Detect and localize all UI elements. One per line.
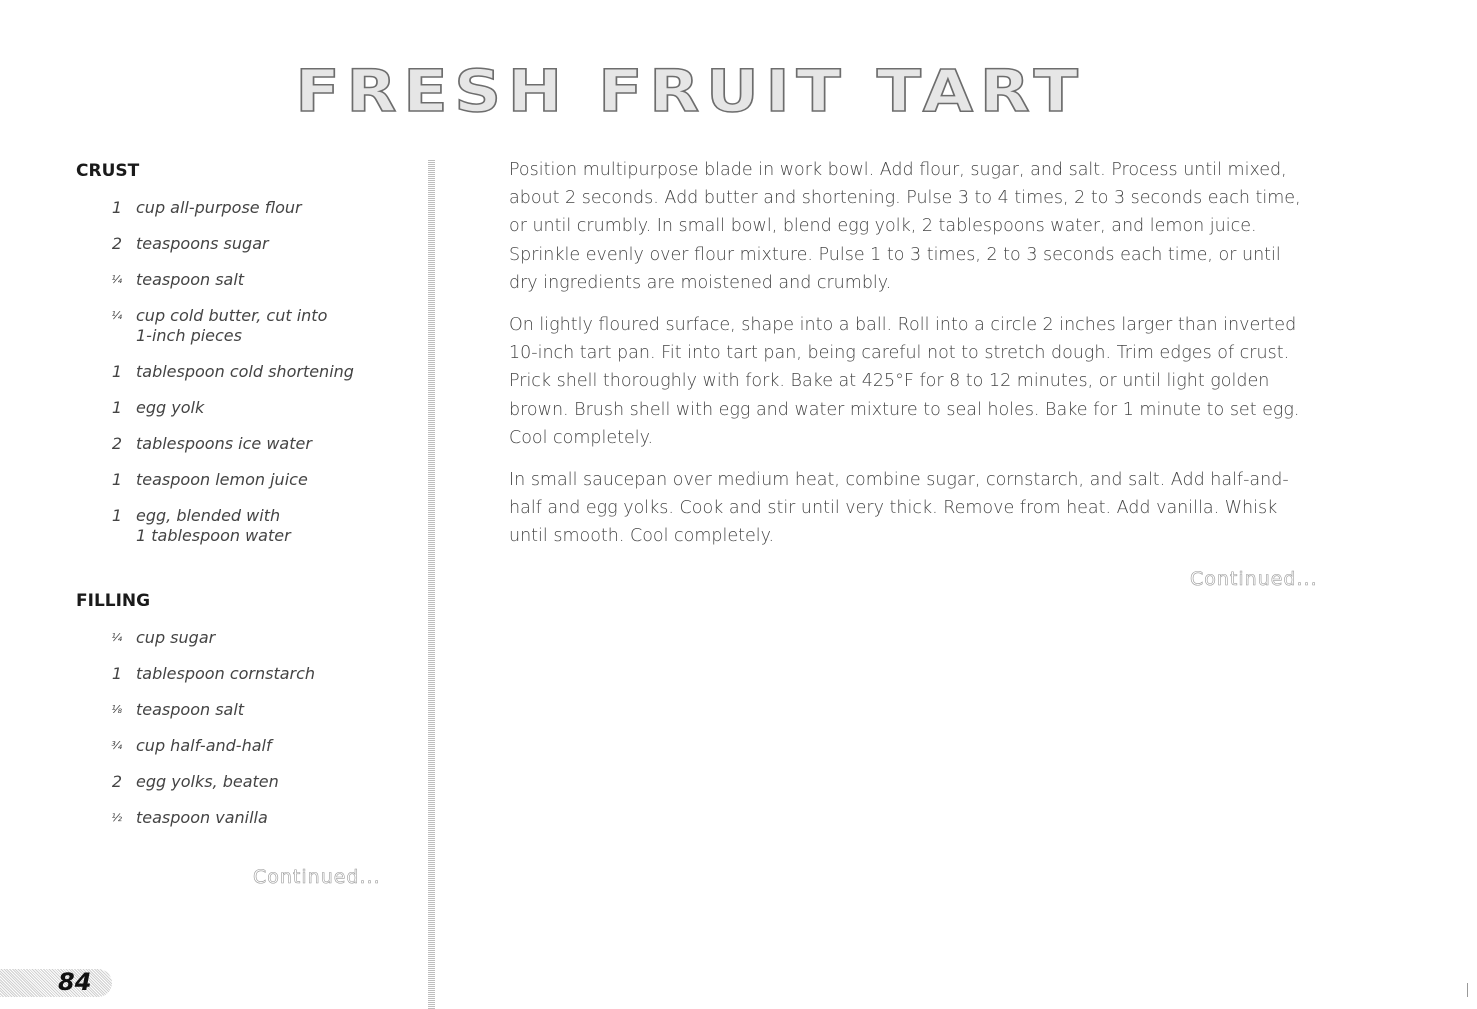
page-title: FRESH FRUIT TART [295, 57, 1085, 125]
ingredient-text: cup all-purpose flour [136, 198, 302, 217]
ingredient-quantity: ¼ [111, 273, 122, 286]
ingredient-quantity: ⅛ [111, 703, 122, 716]
ingredient-text: teaspoons sugar [136, 234, 269, 253]
ingredient-text: tablespoon cold shortening [136, 362, 354, 381]
ingredient-item [76, 398, 396, 418]
ingredient-quantity: ¼ [111, 631, 122, 644]
instruction-paragraph: On lightly floured surface, shape into a ball. Roll into a circle 2 inches larger than inverted 10-inch tart pan. Fit into tart pan, being careful not to stretch dough. Trim edges of crust. Prick shell thoroughly with fork. Bake at 425°F for 8 to 12 minutes, or until light golden brown. Brush shell with egg and water mixture to seal holes. Bake for 1 minute to set egg. Cool completely. [509, 315, 1300, 448]
ingredient-quantity: ½ [111, 811, 122, 824]
ingredient-quantity: 1 [111, 664, 122, 683]
crust-heading: CRUST [76, 161, 140, 181]
ingredient-text: cup cold butter, cut into 1-inch pieces [136, 306, 328, 345]
ingredient-quantity: ¾ [111, 739, 122, 752]
ingredient-text: teaspoon salt [136, 270, 245, 289]
page-number-bar [0, 969, 112, 997]
ingredient-text: teaspoon vanilla [136, 808, 268, 827]
ingredient-quantity: 1 [111, 362, 122, 381]
page-number: 84 [58, 968, 92, 996]
ingredient-item [76, 234, 396, 254]
ingredient-text: cup half-and-half [136, 736, 272, 755]
ingredient-text: teaspoon salt [136, 700, 245, 719]
ingredient-text: egg, blended with 1 tablespoon water [136, 506, 291, 545]
ingredient-item [76, 362, 396, 382]
ingredient-text: teaspoon lemon juice [136, 470, 308, 489]
ingredient-item [76, 434, 396, 454]
ingredient-quantity: 2 [111, 234, 122, 253]
ingredient-item [76, 700, 396, 720]
ingredient-item [76, 198, 396, 218]
continued-label: Continued... [253, 866, 381, 888]
ingredient-quantity: ¼ [111, 309, 122, 322]
ingredient-item [76, 270, 396, 290]
ingredient-item [76, 470, 396, 490]
ingredient-item [76, 772, 396, 792]
ingredient-item [76, 736, 396, 756]
filling-heading: FILLING [76, 591, 151, 611]
ingredient-text: tablespoons ice water [136, 434, 312, 453]
filling-ingredient-list [76, 628, 396, 828]
instruction-paragraph: Position multipurpose blade in work bowl. Add flour, sugar, and salt. Process until mixed, about 2 seconds. Add butter and shortening. Pulse 3 to 4 times, 2 to 3 seconds each time, or until crumbly. In small bowl, blend egg yolk, 2 tablespoons water, and lemon juice. Sprinkle evenly over flour mixture. Pulse 1 to 3 times, 2 to 3 seconds each time, or until dry ingredients are moistened and crumbly. [509, 160, 1301, 293]
edge-mark [1467, 983, 1468, 997]
crust-ingredient-list [76, 198, 396, 546]
ingredient-quantity: 1 [111, 398, 122, 417]
ingredient-item [76, 664, 396, 684]
ingredient-quantity: 1 [111, 470, 122, 489]
ingredient-quantity: 2 [111, 772, 122, 791]
ingredient-quantity: 1 [111, 198, 122, 217]
ingredients-column [76, 160, 396, 844]
ingredient-item [76, 808, 396, 828]
instructions-column [509, 156, 1309, 565]
ingredient-text: egg yolk [136, 398, 205, 417]
column-divider [428, 160, 435, 1009]
ingredient-text: tablespoon cornstarch [136, 664, 316, 683]
instruction-paragraph: In small saucepan over medium heat, combine sugar, cornstarch, and salt. Add half-and-half and egg yolks. Cook and stir until very thick. Remove from heat. Add vanilla. Whisk until smooth. Cool completely. [509, 470, 1289, 547]
ingredient-item [76, 628, 396, 648]
ingredient-quantity: 2 [111, 434, 122, 453]
ingredient-quantity: 1 [111, 506, 122, 525]
ingredient-text: cup sugar [136, 628, 216, 647]
ingredient-item [76, 306, 396, 346]
ingredient-text: egg yolks, beaten [136, 772, 279, 791]
ingredient-item [76, 506, 396, 546]
continued-label: Continued... [1190, 568, 1318, 590]
